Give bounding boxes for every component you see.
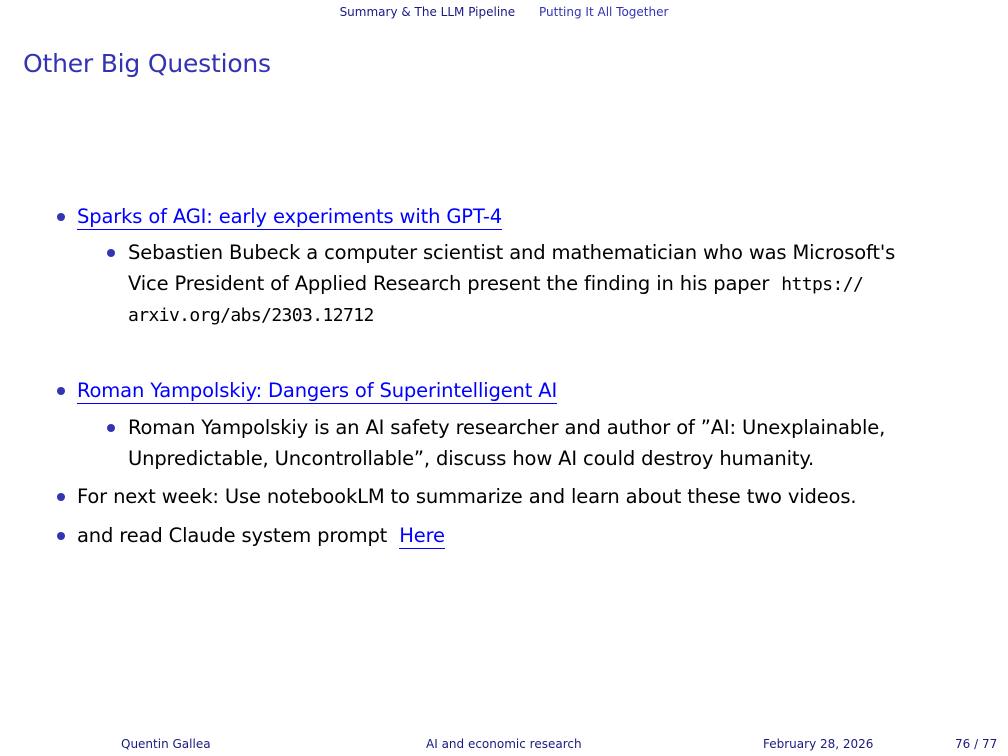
yampolskiy-video-link[interactable]: Roman Yampolskiy: Dangers of Superintelligent AI (77, 379, 558, 402)
slide-title: Other Big Questions (23, 49, 271, 78)
list-item-sparks (77, 202, 502, 232)
nav-section[interactable]: Summary & The LLM Pipeline (339, 5, 516, 19)
sub-item-bubeck-line-2 (128, 269, 863, 300)
bullet-icon (57, 213, 65, 221)
arxiv-url-part-1[interactable]: https:// (781, 274, 864, 295)
arxiv-url-part-2[interactable]: arxiv.org/abs/2303.12712 (128, 305, 374, 326)
bullet-icon (107, 249, 115, 257)
bubeck-text: Vice President of Applied Research present the finding in his paper (128, 272, 770, 295)
sparks-of-agi-link[interactable]: Sparks of AGI: early experiments with GPT-4 (77, 205, 503, 228)
footer-course: AI and economic research (426, 737, 582, 751)
footer-date: February 28, 2026 (763, 737, 874, 751)
footer-author: Quentin Gallea (121, 737, 211, 751)
top-navigation (0, 4, 1008, 20)
claude-prompt-link[interactable]: Here (399, 524, 445, 547)
next-week-item: For next week: Use notebookLM to summarize and learn about these two videos. (77, 485, 857, 508)
sub-item-yampolskiy-line-2: Unpredictable, Uncontrollable”, discuss how AI could destroy humanity. (128, 447, 815, 470)
bullet-icon (107, 424, 115, 432)
bullet-icon (57, 532, 65, 540)
bullet-icon (57, 493, 65, 501)
footer-page-number: 76 / 77 (955, 737, 998, 751)
list-item-yampolskiy (77, 376, 557, 406)
nav-subsection[interactable]: Putting It All Together (539, 5, 669, 19)
sub-item-bubeck-line-1: Sebastien Bubeck a computer scientist and mathematician who was Microsoft's (128, 241, 896, 264)
read-prompt-item (77, 521, 445, 551)
sub-item-yampolskiy-line-1: Roman Yampolskiy is an AI safety researcher and author of ”AI: Unexplainable, (128, 416, 886, 439)
bullet-icon (57, 387, 65, 395)
read-prompt-text: and read Claude system prompt (77, 524, 388, 547)
